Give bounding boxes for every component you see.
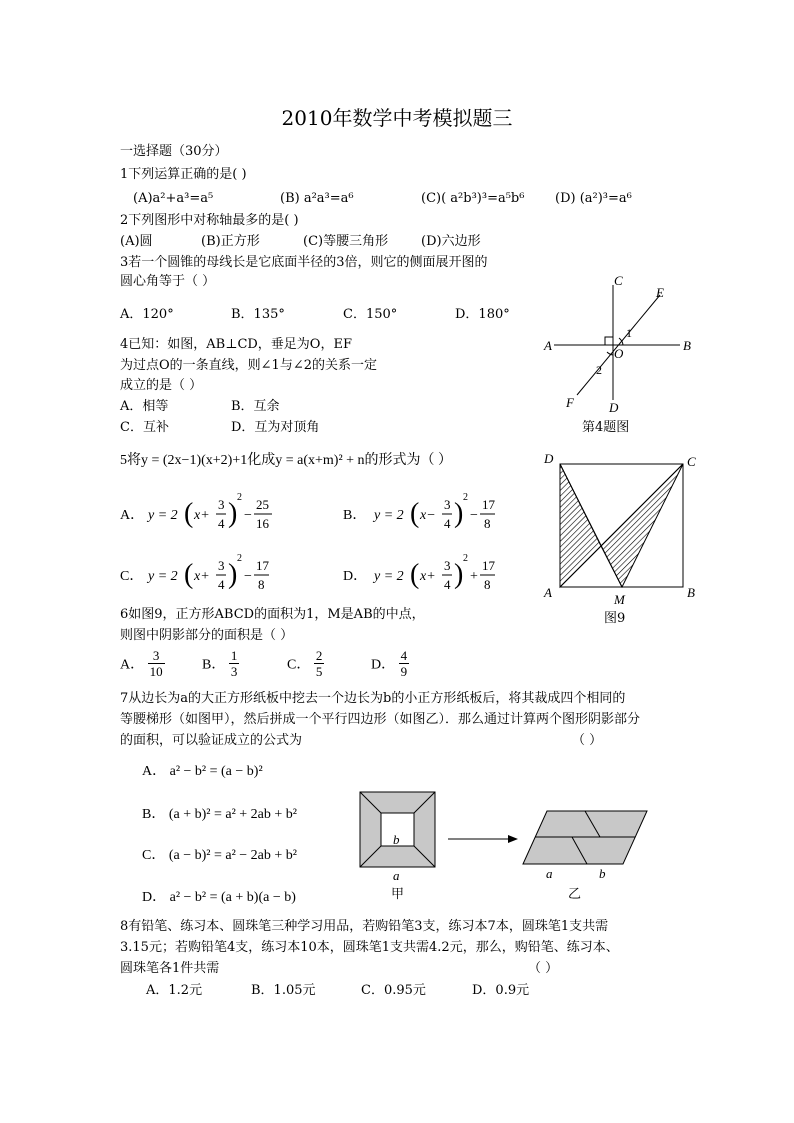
label-f: F: [566, 395, 574, 410]
q5-a-x: x+: [194, 508, 210, 523]
q8-stem-line3: 圆珠笔各1件共需: [120, 961, 220, 976]
q8-option-c: C．0.95元: [361, 983, 426, 998]
q5-b-rparen: ): [454, 498, 464, 529]
q4-option-d: D．互为对顶角: [231, 420, 320, 435]
q4-stem-line3: 成立的是（ ）: [120, 378, 203, 393]
label-a-par: a: [546, 866, 553, 881]
shaded-region-left: [560, 464, 601, 587]
label-b: B: [687, 585, 695, 600]
q5-b-lparen: (: [410, 498, 420, 529]
q5-d-den: 4: [444, 577, 451, 592]
q1-option-a: (A)a²+a³=a⁵: [133, 191, 214, 206]
right-angle-mark: [605, 337, 613, 345]
q1-option-b: (B) a²a³=a⁶: [280, 191, 354, 206]
q6-c-num: 2: [315, 648, 323, 663]
q5-a-num2: 25: [256, 497, 269, 512]
q4-stem-line1: 4已知：如图，AB⊥CD，垂足为O，EF: [120, 337, 352, 352]
q5-c-num2: 17: [256, 558, 269, 573]
section-heading: 一选择题（30分）: [120, 144, 228, 159]
q6-a-num: 3: [148, 648, 165, 664]
q7-option-d: D． a² − b² = (a + b)(a − b): [142, 890, 296, 905]
q4-figure-caption: 第4题图: [582, 420, 630, 435]
q6-option-d: [371, 648, 409, 679]
q4-option-a: A．相等: [120, 399, 169, 414]
q3-option-c: C．150°: [343, 307, 398, 322]
q5-a-exp: 2: [237, 492, 242, 503]
q5-c-label: C．: [120, 569, 144, 584]
q6-d-den: 9: [400, 664, 408, 679]
q5-c-den: 4: [218, 577, 225, 592]
q3-option-a: A．120°: [120, 307, 174, 322]
q5-c-rparen: ): [228, 559, 238, 590]
q6-c-den: 5: [315, 664, 323, 679]
q1-stem: 1下列运算正确的是( ): [120, 167, 247, 182]
q6-option-a: [120, 648, 165, 679]
q2-option-d: (D)六边形: [421, 234, 481, 249]
q5-d-lparen: (: [410, 559, 420, 590]
label-d: D: [544, 451, 554, 466]
label-b: B: [683, 338, 691, 353]
page-title: 2010年数学中考模拟题三: [281, 106, 513, 130]
label-c: C: [687, 454, 696, 469]
q6-figure-caption: 图9: [604, 611, 626, 626]
q6-c-fraction: [314, 648, 325, 679]
q5-b-op: −: [470, 508, 478, 523]
q4-option-c: C．互补: [120, 420, 169, 435]
q8-stem-line2: 3.15元；若购铅笔4支，练习本10本，圆珠笔1支共需4.2元，那么，购铅笔、练习本、: [120, 940, 619, 955]
q5-stem: 5将y = (2x−1)(x+2)+1化成y = a(x+m)² + n的形式为（ ）: [120, 453, 453, 468]
q7-answer-paren: （ ）: [572, 733, 603, 748]
label-angle-1: 1: [626, 326, 632, 340]
label-a: A: [544, 585, 552, 600]
q1-option-d: (D) (a²)³=a⁶: [555, 191, 632, 206]
label-d: D: [609, 400, 619, 415]
q5-d-lhs: y = 2: [374, 569, 404, 584]
q5-d-num: 3: [444, 558, 451, 573]
q5-a-rparen: ): [228, 498, 238, 529]
q6-d-label: D．: [371, 657, 396, 673]
label-m: M: [614, 592, 625, 607]
q5-c-num: 3: [218, 558, 225, 573]
label-angle-2: 2: [596, 363, 602, 377]
q5-a-lparen: (: [184, 498, 194, 529]
q6-stem-line1: 6如图9，正方形ABCD的面积为1，M是AB的中点，: [120, 607, 425, 622]
q6-option-b: [202, 648, 239, 679]
q7-option-c: C． (a − b)² = a² − 2ab + b²: [142, 848, 297, 863]
caption-yi: 乙: [568, 887, 582, 902]
q2-stem: 2下列图形中对称轴最多的是( ): [120, 213, 299, 228]
q7-stem-line3: 的面积，可以验证成立的公式为: [120, 733, 303, 748]
q3-option-d: D．180°: [455, 307, 510, 322]
q5-d-op: +: [470, 569, 478, 584]
q5-c-den2: 8: [258, 577, 265, 592]
q5-b-den2: 8: [484, 516, 491, 531]
q8-option-b: B．1.05元: [251, 983, 316, 998]
arrow-head: [508, 835, 518, 843]
q8-answer-paren: （ ）: [528, 961, 559, 976]
q6-figure: [540, 448, 715, 628]
q5-b-lhs: y = 2: [374, 508, 404, 523]
q2-option-c: (C)等腰三角形: [303, 234, 389, 249]
q5-a-den: 4: [218, 516, 225, 531]
label-o: O: [614, 346, 624, 361]
q7-option-a: A． a² − b² = (a − b)²: [142, 764, 263, 779]
q5-b-num2: 17: [482, 497, 495, 512]
q5-c-lhs: y = 2: [148, 569, 178, 584]
q3-stem-line2: 圆心角等于（ ）: [120, 274, 216, 289]
q5-d-exp: 2: [463, 553, 468, 564]
q8-option-d: D．0.9元: [472, 983, 530, 998]
q6-b-num: 1: [230, 648, 238, 663]
shaded-region-right: [601, 464, 683, 587]
q5-b-num: 3: [444, 497, 451, 512]
q6-d-num: 4: [400, 648, 408, 663]
q6-a-label: A．: [120, 657, 145, 673]
q5-d-num2: 17: [482, 558, 495, 573]
q6-d-fraction: [399, 648, 410, 679]
q5-d-den2: 8: [484, 577, 491, 592]
label-b-par: b: [599, 866, 606, 881]
q5-d-label: D．: [343, 569, 368, 584]
q5-b-exp: 2: [463, 492, 468, 503]
q5-d-x: x+: [420, 569, 436, 584]
label-a: A: [544, 338, 552, 353]
q8-option-a: A．1.2元: [146, 983, 203, 998]
q5-c-exp: 2: [237, 553, 242, 564]
q5-a-lhs: y = 2: [148, 508, 178, 523]
q6-a-fraction: [148, 648, 165, 679]
label-c: C: [614, 273, 623, 288]
q1-option-c: (C)( a²b³)³=a⁵b⁶: [421, 191, 525, 206]
q4-stem-line2: 为过点O的一条直线，则∠1与∠2的关系一定: [120, 358, 377, 373]
q4-option-b: B．互余: [231, 399, 280, 414]
q8-stem-line1: 8有铅笔、练习本、圆珠笔三种学习用品，若购铅笔3支，练习本7本，圆珠笔1支共需: [120, 919, 609, 934]
q5-b-x: x−: [420, 508, 436, 523]
q6-b-fraction: [229, 648, 240, 679]
q6-b-label: B．: [202, 657, 226, 673]
label-a-big: a: [393, 868, 400, 883]
label-b-small: b: [393, 832, 400, 847]
q7-figure: [350, 785, 670, 905]
q6-a-den: 10: [149, 664, 163, 679]
q6-stem-line2: 则图中阴影部分的面积是（ ）: [120, 628, 294, 643]
q6-c-label: C．: [287, 657, 311, 673]
q5-b-den: 4: [444, 516, 451, 531]
q4-figure: [535, 270, 715, 435]
q5-a-den2: 16: [256, 516, 269, 531]
label-e: E: [656, 285, 664, 300]
q5-a-num: 3: [218, 497, 225, 512]
caption-jia: 甲: [391, 887, 405, 902]
q5-a-label: A．: [120, 508, 145, 523]
q7-stem-line2: 等腰梯形（如图甲），然后拼成一个平行四边形（如图乙）．那么通过计算两个图形阴影部分: [120, 712, 641, 727]
q6-b-den: 3: [230, 664, 238, 679]
q7-option-b: B． (a + b)² = a² + 2ab + b²: [142, 807, 297, 822]
q6-option-c: [287, 648, 324, 679]
q5-b-label: B．: [343, 508, 367, 523]
q2-option-b: (B)正方形: [201, 234, 260, 249]
q5-a-op: −: [244, 508, 252, 523]
q5-c-op: −: [244, 569, 252, 584]
q3-option-b: B．135°: [231, 307, 285, 322]
q5-d-rparen: ): [454, 559, 464, 590]
q3-stem-line1: 3若一个圆锥的母线长是它底面半径的3倍，则它的侧面展开图的: [120, 255, 488, 270]
q7-stem-line1: 7从边长为a的大正方形纸板中挖去一个边长为b的小正方形纸板后，将其裁成四个相同的: [120, 691, 626, 706]
q5-c-lparen: (: [184, 559, 194, 590]
q2-option-a: (A)圆: [120, 234, 153, 249]
q5-c-x: x+: [194, 569, 210, 584]
